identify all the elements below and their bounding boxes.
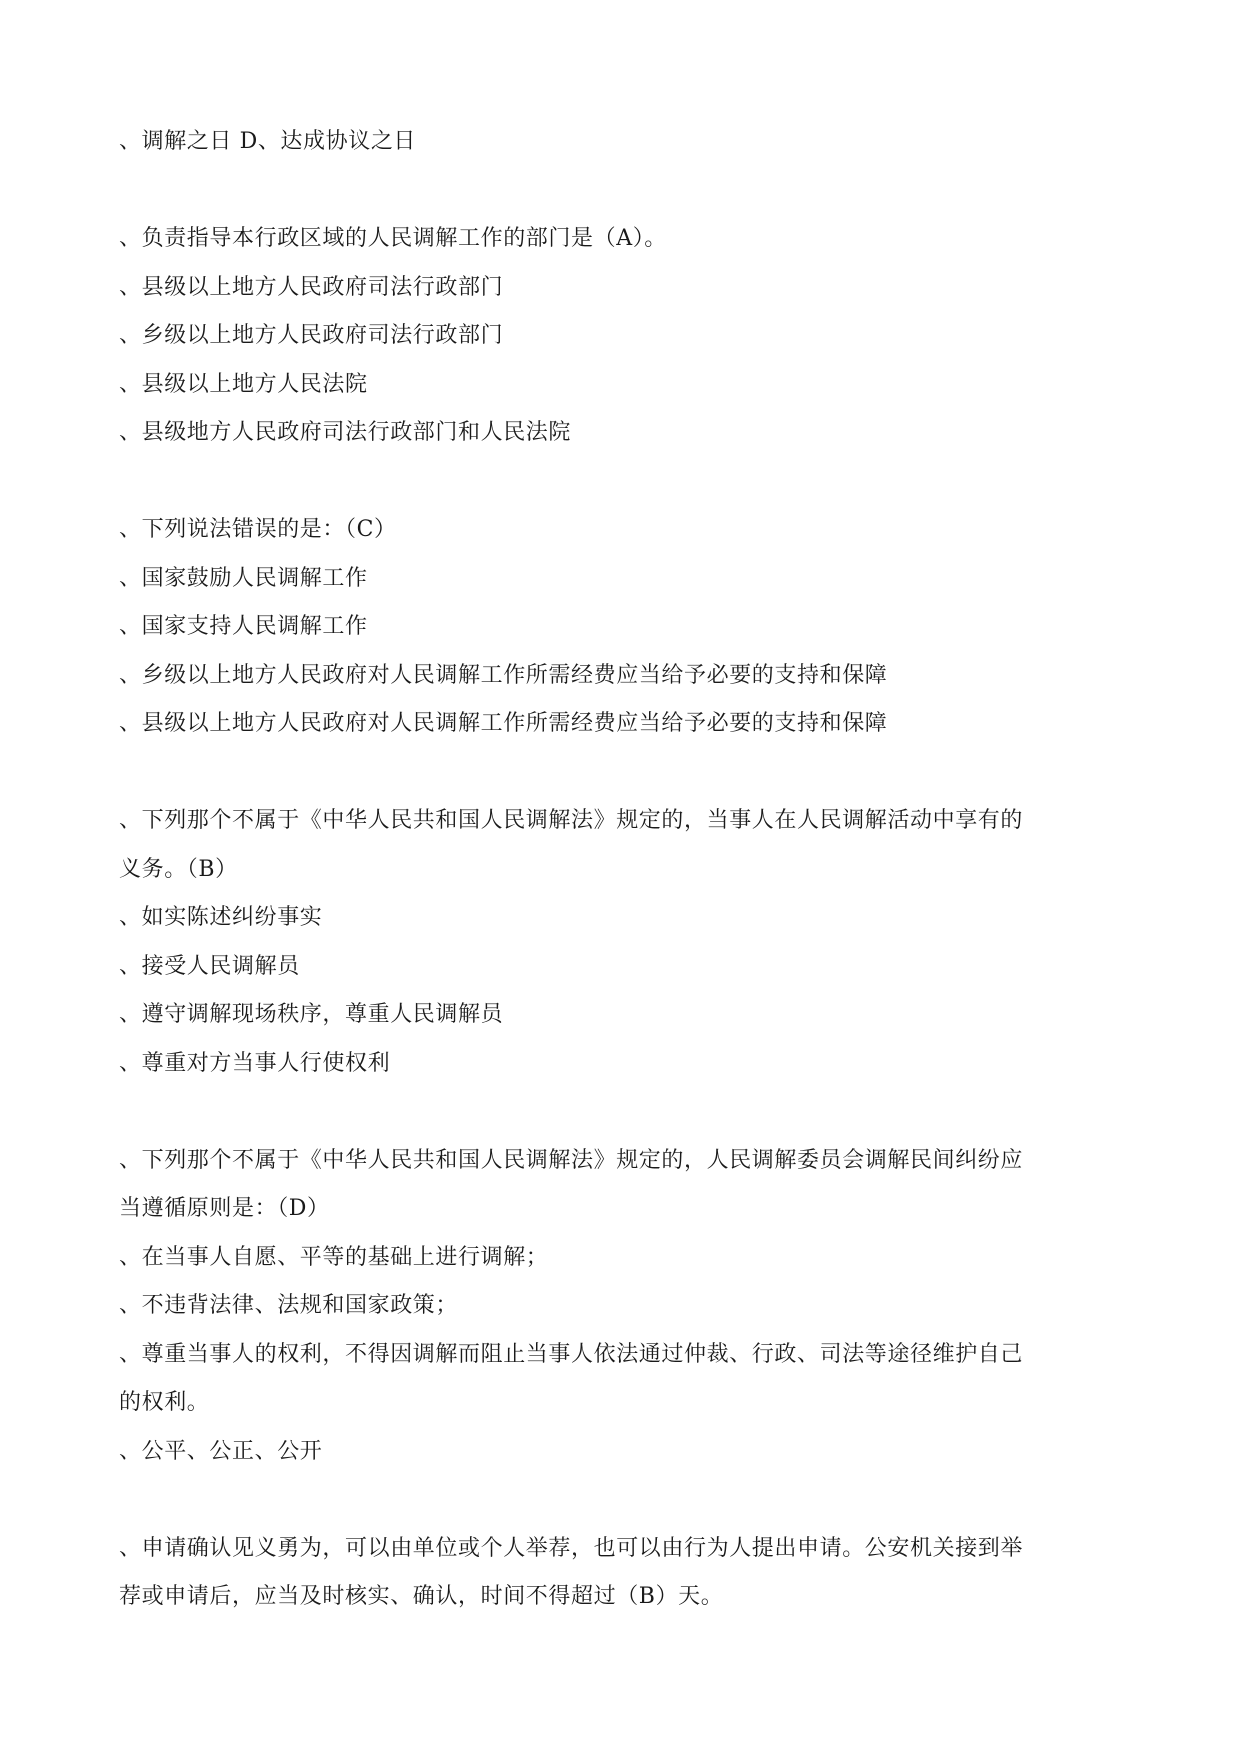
answer-option: 、如实陈述纠纷事实 — [119, 905, 323, 930]
answer-option: 、乡级以上地方人民政府对人民调解工作所需经费应当给予必要的支持和保障 — [119, 662, 888, 688]
paragraph-gap — [119, 167, 1129, 216]
paragraph-gap — [119, 458, 1129, 507]
question-stem: 、负责指导本行政区域的人民调解工作的部门是（A）。 — [119, 226, 667, 251]
answer-option: 、尊重对方当事人行使权利 — [119, 1050, 391, 1076]
answer-option: 、接受人民调解员 — [119, 953, 300, 979]
question-stem-continued: 当遵循原则是：（D） — [119, 1196, 330, 1221]
answer-option: 、公平、公正、公开 — [119, 1438, 323, 1464]
question-stem: 、下列那个不属于《中华人民共和国人民调解法》规定的，人民调解委员会调解民间纠纷应 — [119, 1147, 1024, 1173]
question-stem: 、下列那个不属于《中华人民共和国人民调解法》规定的，当事人在人民调解活动中享有的 — [119, 808, 1024, 833]
answer-option: 、国家鼓励人民调解工作 — [119, 565, 368, 591]
answer-option-continued: 的权利。 — [119, 1390, 210, 1415]
paragraph-gap — [119, 1088, 1129, 1137]
question-stem: 、下列说法错误的是：（C） — [119, 517, 397, 542]
answer-option: 、遵守调解现场秩序，尊重人民调解员 — [119, 1002, 504, 1027]
question-stem-continued: 荐或申请后，应当及时核实、确认，时间不得超过（B）天。 — [119, 1584, 724, 1609]
question-stem-continued: 义务。（B） — [119, 856, 238, 882]
answer-option: 、县级以上地方人民政府司法行政部门 — [119, 274, 504, 300]
answer-option: 、乡级以上地方人民政府司法行政部门 — [119, 323, 504, 348]
question-stem: 、申请确认见义勇为，可以由单位或个人举荐，也可以由行为人提出申请。公安机关接到举 — [119, 1535, 1024, 1561]
answer-option: 、不违背法律、法规和国家政策； — [119, 1293, 459, 1318]
text-line: 、调解之日 D、达成协议之日 — [119, 129, 417, 154]
answer-option: 、县级以上地方人民政府对人民调解工作所需经费应当给予必要的支持和保障 — [119, 711, 888, 736]
paragraph-gap — [119, 749, 1129, 798]
answer-option: 、县级地方人民政府司法行政部门和人民法院 — [119, 420, 572, 445]
answer-option: 、在当事人自愿、平等的基础上进行调解； — [119, 1244, 549, 1270]
paragraph-gap — [119, 1476, 1129, 1525]
answer-option: 、县级以上地方人民法院 — [119, 371, 368, 397]
answer-option: 、国家支持人民调解工作 — [119, 614, 368, 639]
document-page — [119, 118, 1129, 1622]
answer-option: 、尊重当事人的权利，不得因调解而阻止当事人依法通过仲裁、行政、司法等途径维护自己 — [119, 1341, 1024, 1367]
